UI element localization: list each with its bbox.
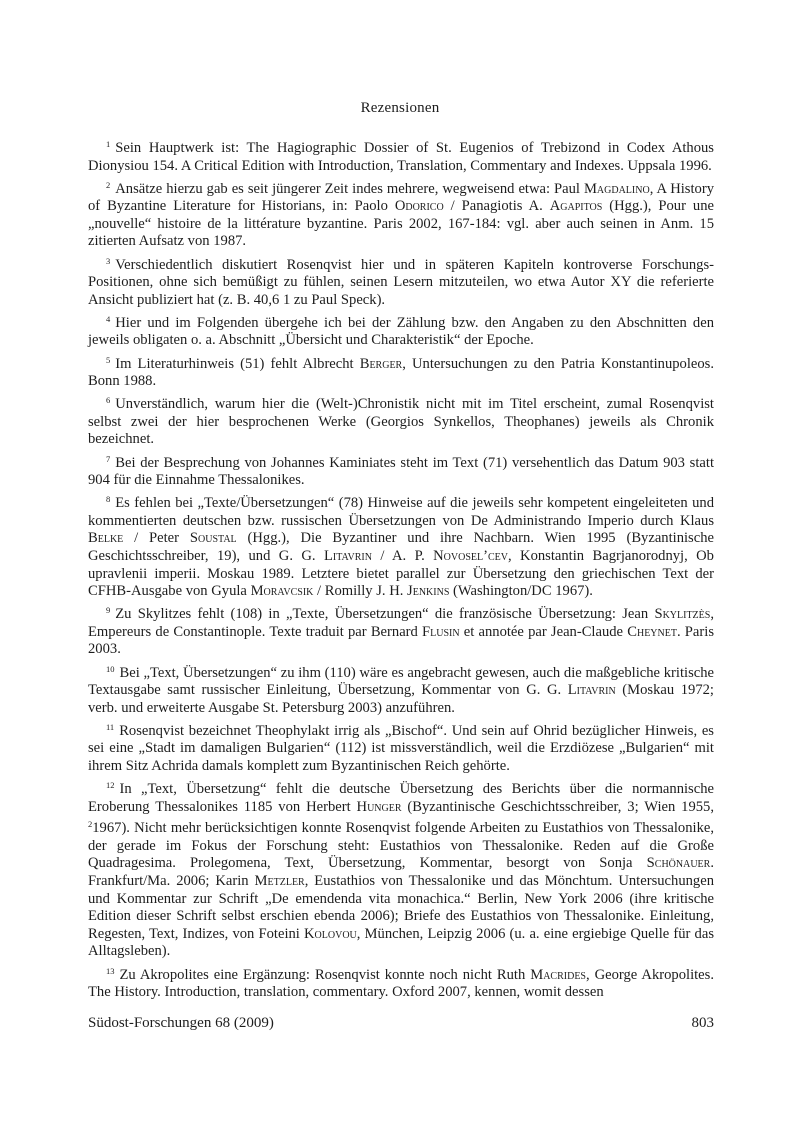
footnote-text: , Empereurs de Constantinople. Texte traduit par Bernard (88, 606, 714, 640)
footnote (88, 777, 714, 961)
author-name: Soustal (189, 530, 237, 547)
footnote (88, 491, 714, 601)
author-name: Jenkins (407, 583, 450, 600)
author-name: Novosel’cev (433, 547, 508, 564)
footnote-number: 3 (106, 255, 111, 266)
footnote-number: 4 (106, 313, 111, 324)
footnote-text: , Eustathios von Thessalonike und das Mönchtum. Untersuchungen und Kommentar zur Schrift „De emendenda vita monachica.“ Berlin, New York 2006 (ihre kritische Edition dieser Schrift selbst erschien ebenda 2006); Briefe des Eustathios von Thessalonike. Einleitung, Regesten, Text, Indizes, von Foteini (88, 873, 714, 942)
author-name: Agapitos (549, 198, 603, 215)
author-name: Schönauer (646, 855, 711, 872)
footnote-text: Hier und im Folgenden übergehe ich bei der Zählung bzw. den Angaben zu den Abschnitten den jeweils obligaten o. a. Abschnitt „Übersicht und Charakteristik“ der Epoche. (88, 314, 714, 349)
footnote-text: . Frankfurt/Ma. 2006; Karin (88, 855, 714, 890)
footnote-number: 12 (106, 780, 115, 791)
author-name: Macrides (530, 966, 586, 983)
footnote-text: / Panagiotis A. (443, 198, 550, 215)
footnote (88, 451, 714, 490)
footnote-text: / A. P. (371, 547, 434, 564)
running-head: Rezensionen (360, 100, 440, 116)
footnote-text: , Untersuchungen zu den Patria Konstantinupoleos. Bonn 1988. (88, 355, 714, 390)
journal-citation: Südost-Forschungen 68 (2009) (88, 1015, 274, 1031)
footnote-text: , München, Leipzig 2006 (u. a. eine ergiebige Quelle für das Alltagsleben). (88, 925, 714, 960)
footnote-text: Es fehlen bei „Texte/Übersetzungen“ (78) Hinweise auf die jeweils sehr kompetent eingeleiteten und kommentierten deutschen bzw. russischen Übersetzungen von De Administrando Imperio durch Klaus (88, 495, 714, 529)
footnote (88, 311, 714, 350)
footnote-number: 7 (106, 453, 111, 464)
footnote-number: 5 (106, 354, 111, 365)
author-name: Litavrin (323, 547, 372, 564)
author-name: Belke (88, 530, 124, 547)
footnote-text: / Peter (123, 530, 190, 547)
footnote-text: , Konstantin Bagrjanorodnyj, Ob upravlenii imperii. Moskau 1989. Letztere bietet parallel zur Übersetzung den griechischen Text der CFHB-Ausgabe von Gyula (88, 547, 714, 600)
footnote-text: (Byzantinische Geschichtsschreiber, 3; Wien 1955, (401, 798, 715, 815)
footnote-text: (Washington/DC 1967). (449, 583, 593, 600)
footnote-text: / Romilly J. H. (313, 583, 408, 600)
footnote-text: (Hgg.), Die Byzantiner und ihre Nachbarn. Wien 1995 (Byzantinische Geschichtsschreiber, 19), und G. G. (88, 530, 714, 564)
footnote-text: , A History of Byzantine Literature for Historians, in: Paolo (88, 180, 714, 215)
footnote-text: 1967). Nicht mehr berücksichtigen konnte Rosenqvist folgende Arbeiten zu Eustathios von Thessalonike, der gerade im Fokus der Forschung steht: Eustathios von Thessalonike. Reden auf die Große Quadragesima. Prolegomena, Text, Übersetzung, Kommentar, besorgt von Sonja (88, 820, 714, 872)
footnote (88, 963, 714, 1002)
footnote-number: 6 (106, 395, 111, 406)
footnote-text: Ansätze hierzu gab es seit jüngerer Zeit indes mehrere, wegweisend etwa: Paul (115, 180, 584, 197)
footnote-number: 9 (106, 605, 111, 616)
footnote-number: 2 (106, 179, 111, 190)
footnote-text: Im Literaturhinweis (51) fehlt Albrecht (115, 355, 360, 372)
footnote-text: Zu Skylitzes fehlt (108) in „Texte, Übersetzungen“ die französische Übersetzung: Jean (115, 606, 655, 623)
footnote-text: (Hgg.), Pour une „nouvelle“ histoire de la littérature byzantine. Paris 2002, 167-184: vgl. aber auch seinen in Anm. 15 zitierten Aufsatz von 1987. (88, 198, 714, 250)
footnote-text: Rosenqvist bezeichnet Theophylakt irrig als „Bischof“. Und sein auf Ohrid bezüglicher Hinweis, es sei eine „Stadt im damaligen Bulgarien“ (112) ist missverständlich, weil die Erzdiözese „Bulgarien“ mit ihrem Sitz Achrida damals komplett zum Byzantinischen Reich gehörte. (88, 722, 714, 774)
footnote-text: et annotée par Jean-Claude (459, 623, 628, 640)
footnote-number: 8 (106, 494, 111, 505)
footnote-number: 13 (106, 965, 115, 976)
footnote-text: Bei der Besprechung von Johannes Kaminiates steht im Text (71) versehentlich das Datum 903 statt 904 für die Einnahme Thessalonikes. (88, 454, 714, 489)
author-name: Cheynet (627, 623, 677, 640)
footnote-text: Sein Hauptwerk ist: The Hagiographic Dossier of St. Eugenios of Trebizond in Codex Athous Dionysiou 154. A Critical Edition with Introduction, Translation, Commentary and Indexes. Uppsala 1996. (88, 140, 714, 174)
footnote-text: In „Text, Übersetzung“ fehlt die deutsche Übersetzung des Berichts über die normannische Eroberung Thessalonikes 1185 von Herbert (88, 781, 714, 815)
footnote-text: . Paris 2003. (88, 623, 714, 658)
footnote (88, 719, 714, 776)
author-name: Moravcsik (250, 583, 314, 600)
footnote-text: Verschiedentlich diskutiert Rosenqvist hier und in späteren Kapiteln kontroverse Forschungs-Positionen, ohne sich bemüßigt zu fühlen, seinen Lesern mitzuteilen, wo etwa Autor XY die referierte Ansicht publiziert hat (z. B. 40,6 1 zu Paul Speck). (88, 256, 714, 308)
superscript: 2 (88, 819, 93, 830)
author-name: Flusin (422, 623, 460, 640)
author-name: Skylitzès (654, 606, 711, 623)
author-name: Kolovou (304, 925, 357, 942)
author-name: Litavrin (567, 682, 616, 699)
footnote (88, 392, 714, 449)
footnote-text: Zu Akropolites eine Ergänzung: Rosenqvist konnte noch nicht Ruth (119, 966, 531, 983)
author-name: Odorico (394, 198, 444, 215)
footnote (88, 136, 714, 175)
footnote (88, 177, 714, 251)
footnote-text: , George Akropolites. The History. Introduction, translation, commentary. Oxford 2007, kennen, womit dessen (88, 966, 714, 1001)
footnote-number: 10 (106, 663, 115, 674)
footnotes (88, 136, 714, 1003)
footnote-number: 1 (106, 139, 111, 149)
footnote-text: Bei „Text, Übersetzungen“ zu ihm (110) wäre es angebracht gewesen, auch die maßgebliche kritische Textausgabe samt russischer Einleitung, Übersetzung, Kommentar von G. G. (88, 664, 714, 699)
footnote (88, 602, 714, 659)
author-name: Magdalino (583, 180, 650, 197)
author-name: Hunger (356, 798, 402, 815)
footnote (88, 352, 714, 391)
author-name: Metzler (254, 873, 305, 890)
page-footer (88, 1015, 714, 1035)
footnote-number: 11 (106, 721, 115, 732)
author-name: Berger (359, 355, 403, 372)
footnote (88, 253, 714, 310)
footnote (88, 661, 714, 718)
page-number: 803 (691, 1015, 714, 1031)
footnote-text: Unverständlich, warum hier die (Welt-)Chronistik nicht mit im Titel erscheint, zumal Rosenqvist selbst zwei der hier besprochenen Werke (Georgios Synkellos, Theophanes) jeweils als Chronik bezeichnet. (88, 396, 714, 448)
footnote-text: (Moskau 1972; verb. und erweiterte Ausgabe St. Petersburg 2003) anzuführen. (88, 682, 714, 716)
